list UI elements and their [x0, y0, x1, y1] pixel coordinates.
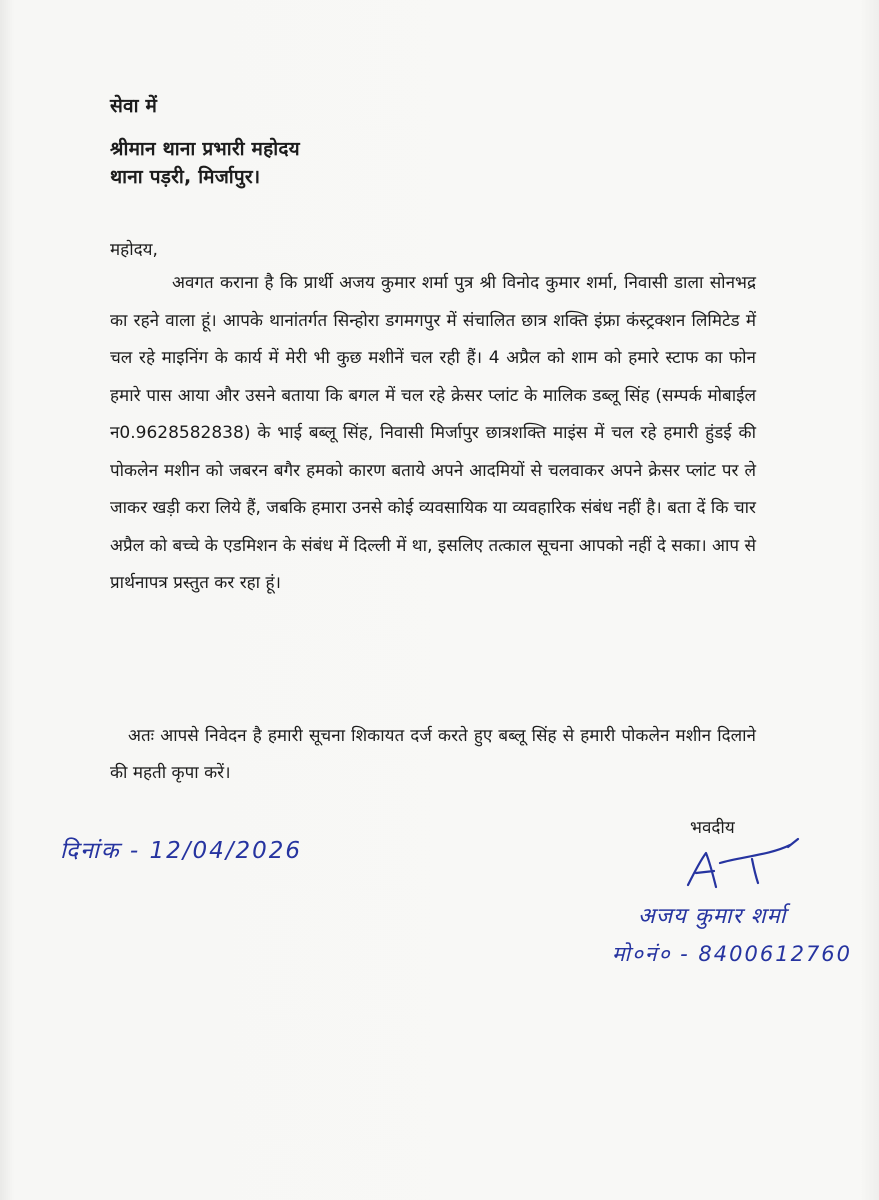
handwritten-date: दिनांक - 12/04/2026	[60, 838, 303, 864]
handwritten-name: अजय कुमार शर्मा	[638, 904, 787, 929]
address-line-recipient: श्रीमान थाना प्रभारी महोदय	[110, 138, 300, 160]
signature-image	[680, 833, 820, 903]
body-paragraph-1: अवगत कराना है कि प्रार्थी अजय कुमार शर्मा पुत्र श्री विनोद कुमार शर्मा, निवासी डाला सोनभद्र का रहने वाला हूं। आपके थानांतर्गत सिन्होरा डगमगपुर में संचालित छात्र शक्ति इंफ्रा कंस्ट्रक्शन लिमिटेड में चल रहे माइनिंग के कार्य में मेरी भी कुछ मशीनें चल रही हैं। 4 अप्रैल को शाम को हमारे स्टाफ का फोन हमारे पास आया और उसने बताया कि बगल में चल रहे क्रेसर प्लांट के मालिक डब्लू सिंह (सम्पर्क मोबाईल न0.9628582838) के भाई बब्लू सिंह, निवासी मिर्जापुर छात्रशक्ति माइंस में चल रहे हमारी हुंडई की पोकलेन मशीन को जबरन बगैर हमको कारण बताये अपने आदमियों से चलवाकर अपने क्रेसर प्लांट पर ले जाकर खड़ी करा लिये हैं, जबकि हमारा उनसे कोई व्यवसायिक या व्यवहारिक संबंध नहीं है। बता दें कि चार अप्रैल को बच्चे के एडमिशन के संबंध में दिल्ली में था, इसलिए तत्काल सूचना आपको नहीं दे सका। आप से प्रार्थनापत्र प्रस्तुत कर रहा हूं।	[110, 273, 756, 593]
address-line-seva: सेवा में	[110, 95, 158, 117]
body-paragraph-2: अतः आपसे निवेदन है हमारी सूचना शिकायत दर्ज करते हुए बब्लू सिंह से हमारी पोकलेन मशीन दिलाने की महती कृपा करें।	[110, 726, 756, 783]
salutation: महोदय,	[110, 240, 158, 260]
closing: भवदीय	[690, 818, 735, 838]
handwritten-mobile: मो०नं० - 8400612760	[612, 942, 853, 966]
address-line-station: थाना पड़री, मिर्जापुर।	[110, 166, 261, 188]
